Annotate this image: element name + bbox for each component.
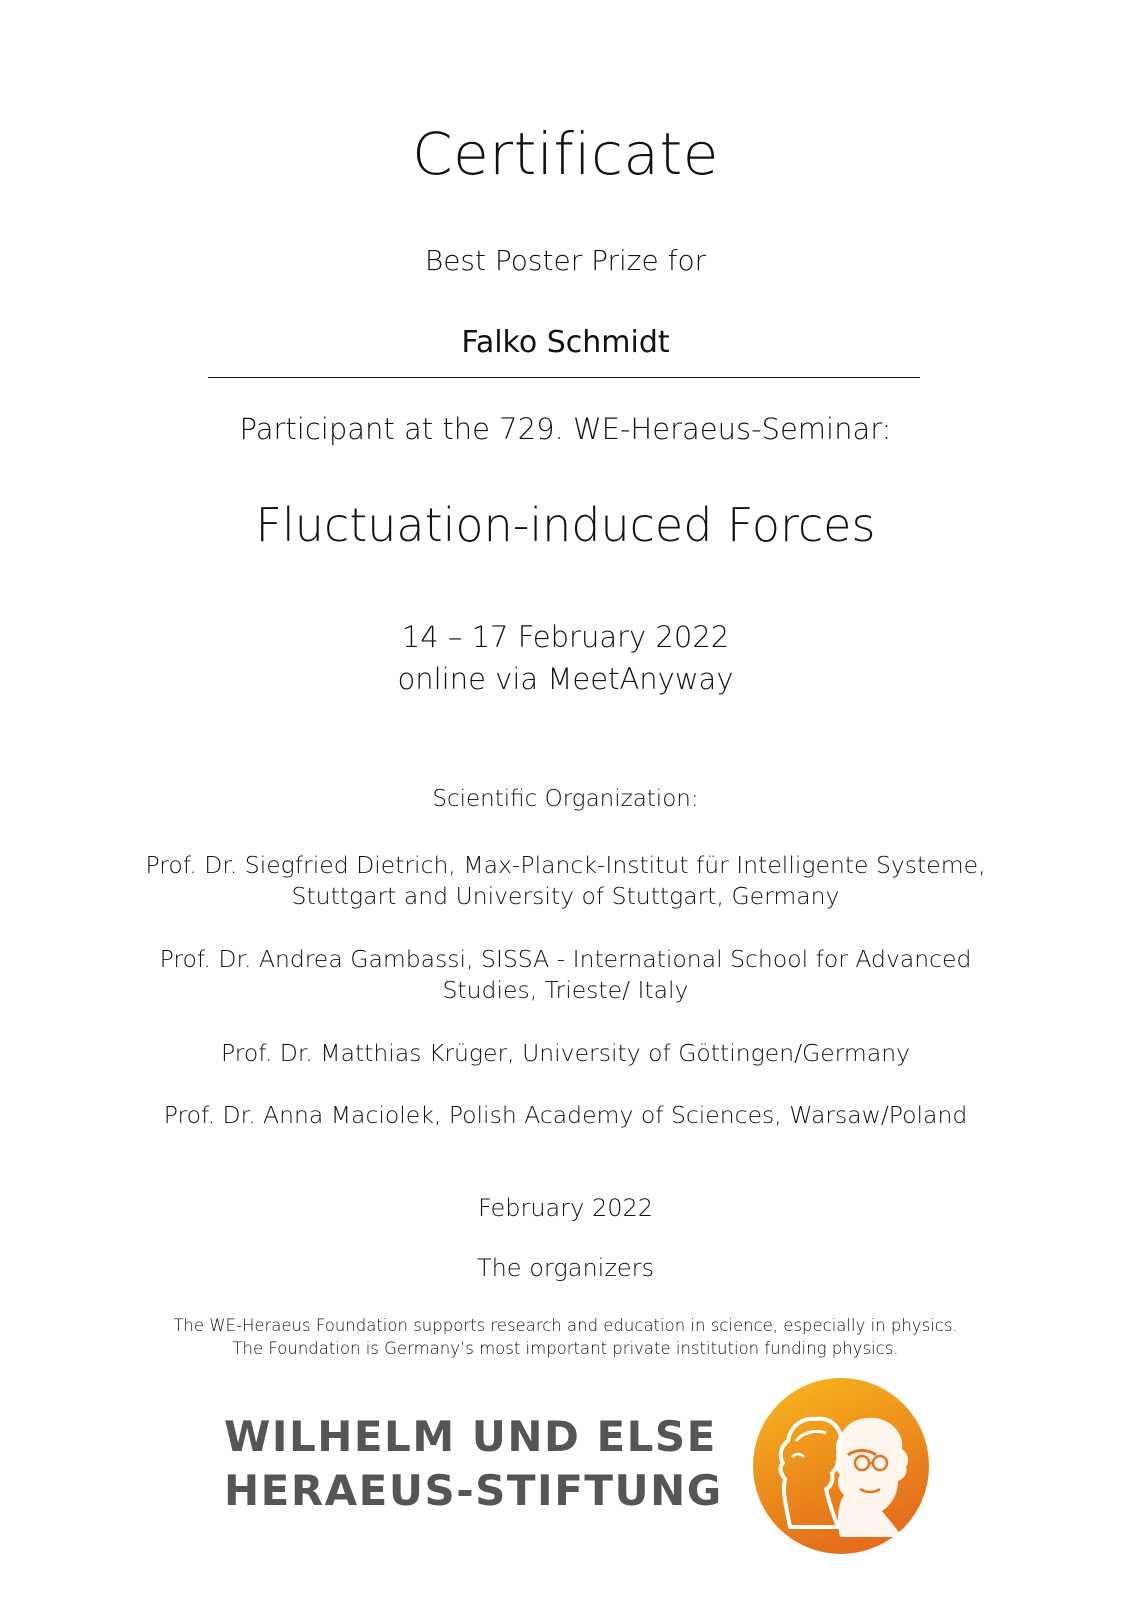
logo-line: HERAEUS-STIFTUNG [224, 1466, 723, 1515]
logo-line: WILHELM UND ELSE [224, 1412, 717, 1461]
seminar-dates: 14 – 17 February 2022 [401, 620, 730, 654]
issue-date: February 2022 [477, 1194, 654, 1222]
organizer-line: Stuttgart and University of Stuttgart, Germany [291, 882, 840, 910]
prize-subtitle: Best Poster Prize for [424, 244, 707, 277]
organizer-line: Studies, Trieste/ Italy [442, 976, 689, 1004]
organizer-entry [0, 1038, 1131, 1069]
recipient-name: Falko Schmidt [461, 325, 670, 360]
organizer-entry [0, 944, 1131, 1006]
seminar-venue: online via MeetAnyway [397, 662, 734, 696]
founders-portrait-seal-icon [752, 1377, 930, 1555]
organizer-line: Prof. Dr. Anna Maciolek, Polish Academy of Sciences, Warsaw/Poland [163, 1101, 968, 1129]
signature-line: The organizers [476, 1254, 655, 1282]
foundation-statement-line: The Foundation is Germany’s most important private institution funding physics. [232, 1339, 899, 1358]
organizer-entry [0, 850, 1131, 912]
organizer-line: Prof. Dr. Andrea Gambassi, SISSA - International School for Advanced [159, 945, 972, 973]
recipient-underline [208, 377, 920, 378]
organizer-line: Prof. Dr. Siegfried Dietrich, Max-Planck-Institut für Intelligente Systeme, [145, 851, 986, 879]
organizer-line: Prof. Dr. Matthias Krüger, University of Göttingen/Germany [220, 1039, 911, 1067]
foundation-logo-wordmark [224, 1410, 723, 1518]
scientific-organization-heading: Scientific Organization: [432, 786, 699, 812]
seminar-title: Fluctuation-induced Forces [255, 498, 876, 552]
certificate-title: Certificate [412, 120, 719, 188]
organizer-entry [0, 1100, 1131, 1131]
participant-line: Participant at the 729. WE-Heraeus-Seminar: [239, 412, 892, 446]
foundation-statement-line: The WE-Heraeus Foundation supports research and education in science, especially in physics. [173, 1316, 958, 1335]
